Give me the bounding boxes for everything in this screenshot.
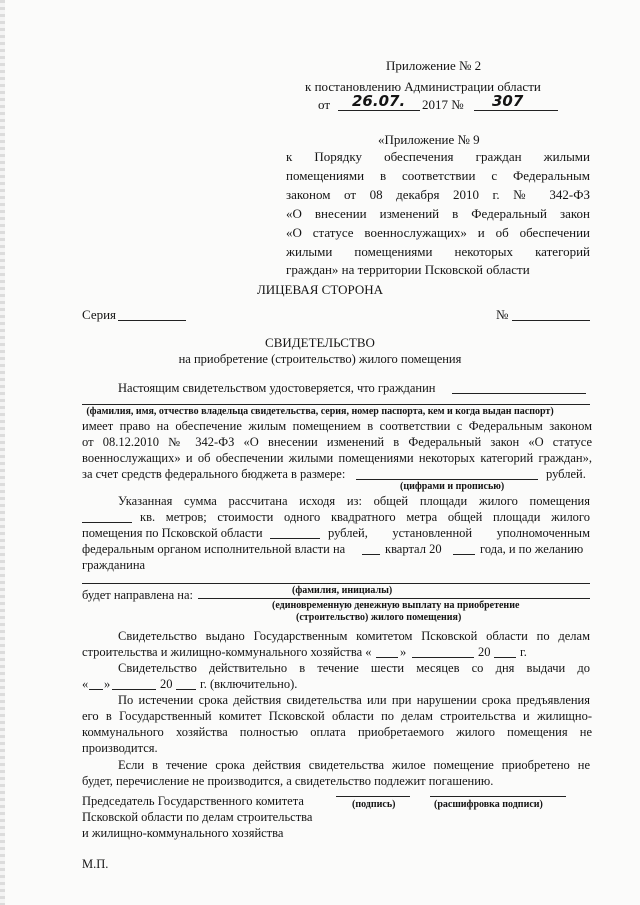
p1-intro: Настоящим свидетельством удостоверяется, что гражданин [118,381,436,395]
signer-title-line: и жилищно-коммунального хозяйства [82,826,284,840]
p2-year: года, и по желанию [480,542,584,556]
series-label: Серия [82,307,117,322]
p2-line: рублей, установленной уполномоченным [328,526,590,540]
signer-title-line: Председатель Государственного комитета [82,794,304,808]
p4-line: Свидетельство выдано Государственным комитетом Псковской области по делам [118,629,590,643]
handwritten-date: 26.07. [352,92,406,110]
p6-line: его в Государственный комитет Псковской области по делам строительства и жилищно- [82,709,592,723]
appendix-title: Приложение № 2 [386,58,482,73]
date-prefix: от [318,97,331,112]
appendix9-line: «О статусе военнослужащих» и об обеспечении [286,225,590,240]
p4-line: строительства и жилищно-коммунального хозяйства « [82,645,372,659]
p6-line: производится. [82,741,158,755]
appendix9-line: к Порядку обеспечения граждан жилыми [286,149,590,164]
p2-line: гражданина [82,558,146,572]
signature-field [336,796,410,797]
appendix9-line: «О внесении изменений в Федеральный закон [286,206,590,221]
p2-line: помещения по Псковской области [82,526,263,540]
p2-line: Указанная сумма рассчитана исходя из: общей площади жилого помещения [118,494,590,508]
issue-year-field [494,657,516,658]
date-underline [338,110,420,111]
citizen-name-field [82,583,590,584]
year-number-label: 2017 № [422,97,464,112]
appendix9-title: «Приложение № 9 [378,132,480,147]
p1-line: за счет средств федерального бюджета в размере: [82,467,346,481]
p3-note: (единовременную денежную выплату на приобретение [272,600,520,611]
p4-g: г. [520,645,527,659]
issue-day-field [376,657,398,658]
signature-note: (подпись) [352,799,396,810]
p3-note: (строительство) жилого помещения) [296,612,462,623]
scan-edge [0,0,5,905]
p7-line: Если в течение срока действия свидетельства жилое помещение приобретено не [118,758,590,772]
handwritten-number: 307 [492,92,524,110]
appendix9-line: жилыми помещениями некоторых категорий [286,244,590,259]
p5-line: Свидетельство действительно в течение шести месяцев со дня выдачи до [118,661,590,675]
appendix9-line: граждан» на территории Псковской области [286,262,530,277]
purpose-field [198,598,590,599]
appendix9-line: помещениями в соответствии с Федеральным [286,168,590,183]
number-underline [474,110,558,111]
p3-label: будет направлена на: [82,588,193,602]
p1-line: военнослужащих» и об обеспечении жилыми помещениями некоторых категорий граждан», [82,451,592,465]
citizen-details-field [82,404,590,405]
p2-quarter: квартал 20 [385,542,442,556]
p1-line: от 08.12.2010 № 342-ФЗ «О внесении изменений в Федеральный закон «О статусе [82,435,592,449]
p2-note: (фамилия, инициалы) [292,585,393,596]
valid-month-field [112,689,156,690]
signer-title-line: Псковской области по делам строительства [82,810,313,824]
area-field [82,522,132,523]
number-field [512,320,590,321]
resolution-line: к постановлению Администрации области [305,79,541,94]
p7-line: будет, перечисление не производится, а свидетельство подлежит погашению. [82,774,494,788]
certificate-title: СВИДЕТЕЛЬСТВО [265,335,375,350]
p5-quote-close: » [104,677,111,691]
p2-line: федеральным органом исполнительной власти на [82,542,346,556]
number-label: № [496,307,509,322]
p1-rubles: рублей. [546,467,586,481]
p5-year: 20 [160,677,173,691]
p5-quote-open: « [82,677,89,691]
face-side-heading: ЛИЦЕВАЯ СТОРОНА [256,282,384,297]
p5-inclusive: г. (включительно). [200,677,298,691]
p1-note: (фамилия, имя, отчество владельца свидетельства, серия, номер паспорта, кем и когда выдан паспорт) [86,406,554,417]
appendix9-line: законом от 08 декабря 2010 г. № 342-ФЗ [286,187,590,202]
year-field [453,554,475,555]
amount-field [356,479,538,480]
citizen-field [452,393,586,394]
valid-year-field [176,689,196,690]
p6-line: По истечении срока действия свидетельства или при нарушении срока предъявления [118,693,590,707]
p4-quote: » [400,645,407,659]
p1-amount-note: (цифрами и прописью) [400,481,505,492]
p1-line: имеет право на обеспечение жилым помещением в соответствии с Федеральным законом [82,419,592,433]
series-field [118,320,186,321]
p6-line: коммунального хозяйства полностью оплата приобретаемого жилого помещения не [82,725,592,739]
quarter-field [362,554,380,555]
signature-decode-note: (расшифровка подписи) [434,799,543,810]
signature-decode-field [430,796,566,797]
valid-day-field [89,689,103,690]
certificate-subtitle: на приобретение (строительство) жилого помещения [178,352,462,366]
issue-month-field [412,657,474,658]
p2-line: кв. метров; стоимости одного квадратного метра общей площади жилого [140,510,590,524]
p4-year: 20 [478,645,491,659]
stamp-place: М.П. [82,857,109,871]
price-field [270,538,320,539]
